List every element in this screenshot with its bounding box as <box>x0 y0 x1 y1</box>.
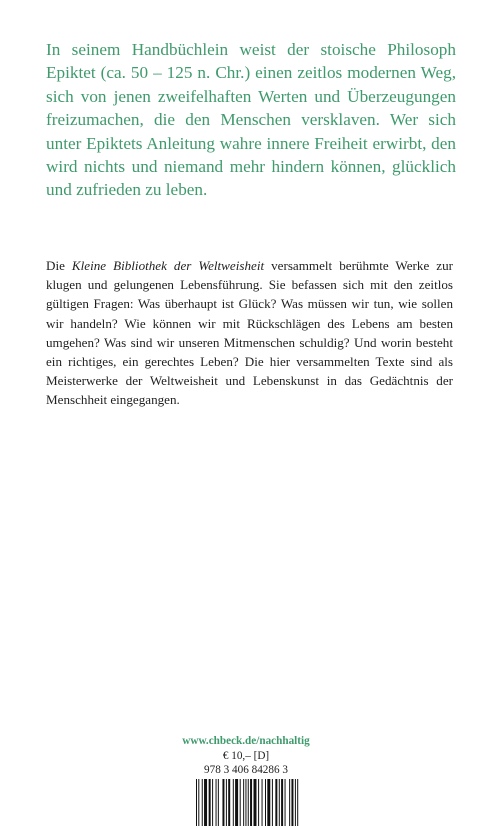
series-title: Kleine Bibliothek der Weltweisheit <box>71 258 265 273</box>
barcode-icon <box>196 779 309 826</box>
series-lead: Die <box>46 258 72 273</box>
blurb-text: In seinem Handbüchlein weist der stoische Philosoph Epiktet (ca. 50 – 125 n. Chr.) einen zeitlos modernen Weg, sich von jenen zweifelhaften Werten und Überzeugungen freizumachen, die den Menschen versklaven. Wer sich unter Epiktets Anleitung wahre innere Freiheit erwirbt, den wird nichts und niemand mehr hindern können, glücklich und zufrieden zu leben. <box>46 40 456 200</box>
publisher-url[interactable]: www.chbeck.de/nachhaltig <box>182 735 310 747</box>
series-body: versammelt berühmte Werke zur klugen und gelungenen Lebensführung. Sie befassen sich mit den zeitlos gültigen Fragen: Was überhaupt ist Glück? Was müssen wir tun, wie sollen wir handeln? Wie können wir mit Rückschlägen des Lebens am besten umgehen? Was sind wir unseren Mitmenschen schuldig? Und worin besteht ein richtiges, ein gerechtes Leben? Die hier versammelten Texte sind als Meisterwerke der Weltweisheit und Lebenskunst in das Gedächtnis der Menschheit eingegangen. <box>46 258 453 408</box>
isbn-label: 978 3 406 84286 3 <box>204 764 288 777</box>
series-paragraph <box>46 256 453 410</box>
back-cover-blurb <box>46 38 456 202</box>
series-description <box>46 256 453 410</box>
price-label: € 10,– [D] <box>222 749 270 762</box>
publisher-meta <box>0 734 492 778</box>
